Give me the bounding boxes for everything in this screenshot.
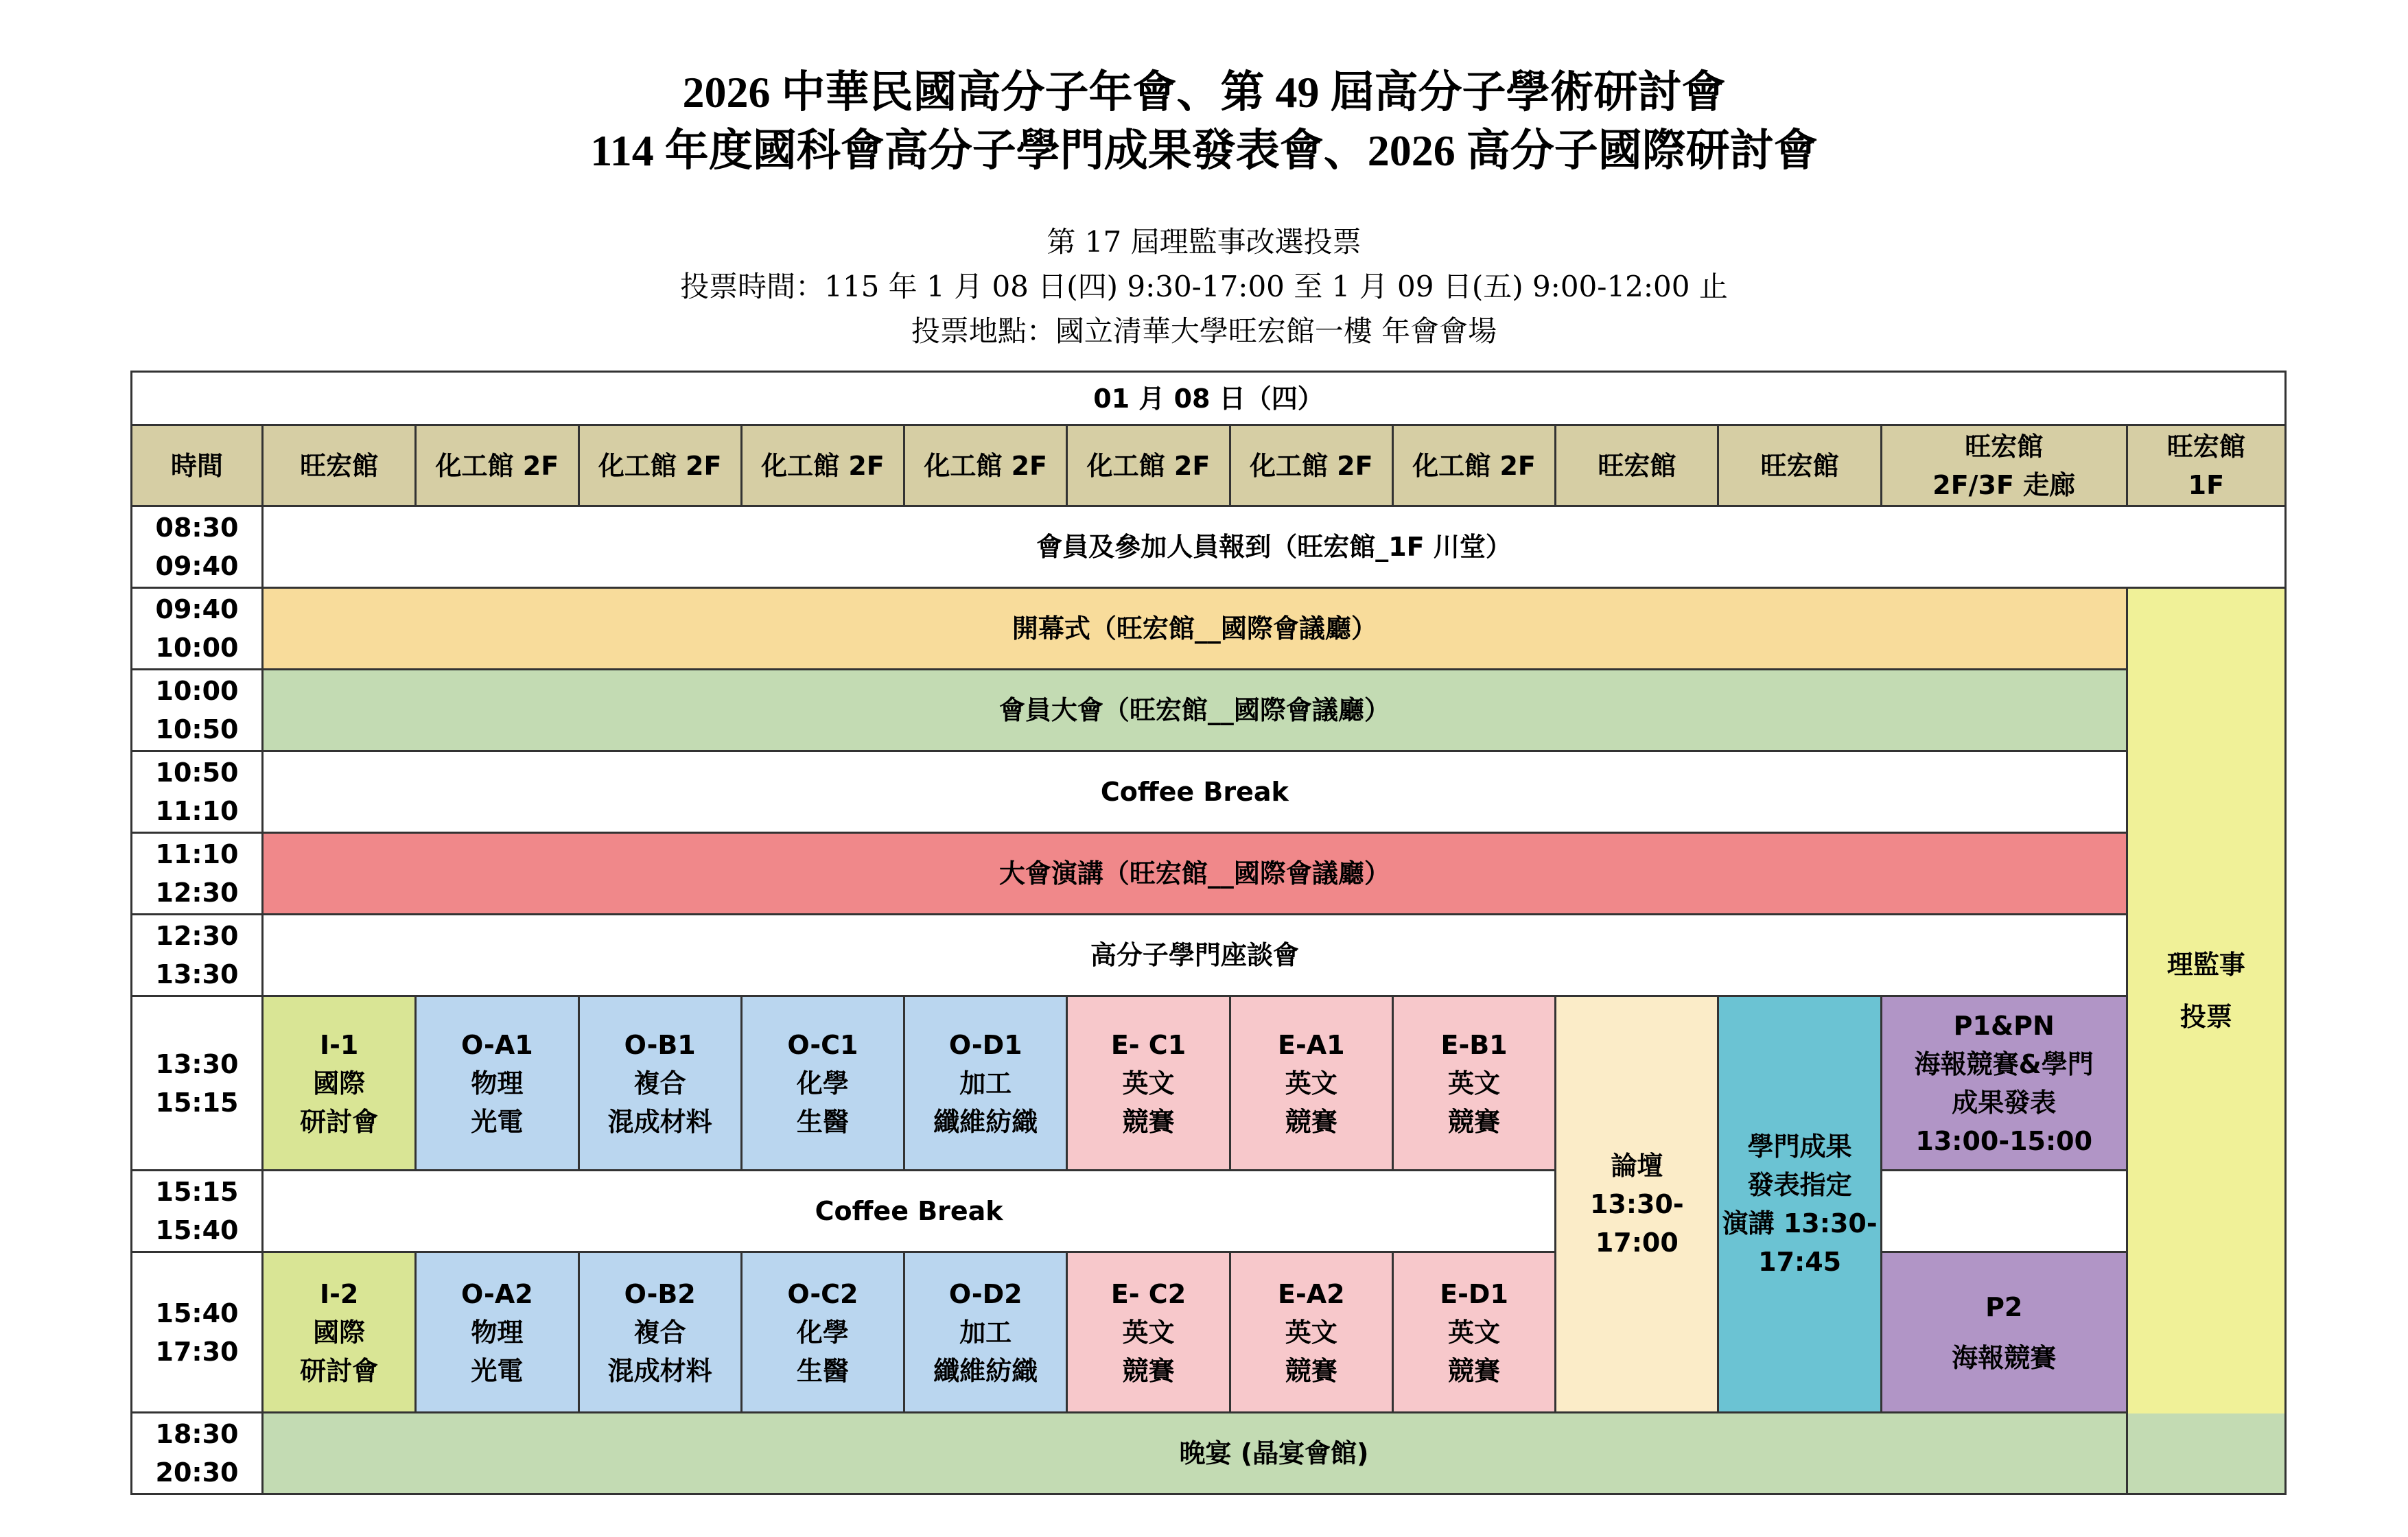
- poster-session-2-cell: P2 海報競賽: [1881, 1252, 2127, 1413]
- session-cell: I-1 國際 研討會: [263, 996, 416, 1171]
- vote-place: 投票地點：國立清華大學旺宏館一樓 年會會場: [911, 314, 1497, 348]
- time-slot: 15:15 15:40: [132, 1171, 263, 1252]
- banquet-cell: 晚宴 (晶宴會館): [263, 1413, 2286, 1494]
- col-header-venue: 化工館 2F: [904, 425, 1067, 506]
- session-cell: E-A1 英文 競賽: [1230, 996, 1392, 1171]
- schedule-table: [130, 371, 2287, 1495]
- session-cell: O-B1 複合 混成材料: [578, 996, 741, 1171]
- election-notice: 第 17 屆理監事改選投票: [1047, 225, 1361, 259]
- col-header-venue: 旺宏館: [1556, 425, 1718, 506]
- col-header-venue: 化工館 2F: [1067, 425, 1230, 506]
- title-line-2: 114 年度國科會高分子學門成果發表會、2026 高分子國際研討會: [590, 126, 1818, 175]
- col-header-venue: 旺宏館: [1718, 425, 1881, 506]
- time-slot: 15:40 17:30: [132, 1252, 263, 1413]
- coffee-break-cell: Coffee Break: [263, 1171, 1556, 1252]
- session-cell: O-D1 加工 纖維紡織: [904, 996, 1067, 1171]
- board-vote-cell: 理監事 投票: [2127, 588, 2285, 1494]
- coffee-break-cell: Coffee Break: [263, 751, 2127, 833]
- time-slot: 18:30 20:30: [132, 1413, 263, 1494]
- time-slot: 13:30 15:15: [132, 996, 263, 1171]
- session-cell: O-C2 化學 生醫: [741, 1252, 904, 1413]
- opening-ceremony-cell: 開幕式（旺宏館__國際會議廳）: [263, 588, 2127, 670]
- general-assembly-cell: 會員大會（旺宏館__國際會議廳）: [263, 670, 2127, 751]
- col-header-venue: 化工館 2F: [416, 425, 578, 506]
- forum-meeting-cell: 高分子學門座談會: [263, 915, 2127, 996]
- col-header-venue: 旺宏館: [263, 425, 416, 506]
- time-slot: 09:40 10:00: [132, 588, 263, 670]
- vote-time: 投票時間：115 年 1 月 08 日(四) 9:30-17:00 至 1 月 09 日(五) 9:00-12:00 止: [680, 270, 1728, 303]
- col-header-venue: 化工館 2F: [1230, 425, 1392, 506]
- forum-block-cell: 論壇 13:30- 17:00: [1556, 996, 1718, 1413]
- session-cell: E-B1 英文 競賽: [1392, 996, 1555, 1171]
- time-slot: 10:00 10:50: [132, 670, 263, 751]
- time-slot: 10:50 11:10: [132, 751, 263, 833]
- title-line-1: 2026 中華民國高分子年會、第 49 屆高分子學術研討會: [682, 68, 1726, 117]
- plenary-lecture-cell: 大會演講（旺宏館__國際會議廳）: [263, 833, 2127, 915]
- col-header-venue: 旺宏館 1F: [2127, 425, 2285, 506]
- session-cell: O-A2 物理 光電: [416, 1252, 578, 1413]
- empty-cell: [1881, 1171, 2127, 1252]
- session-cell: O-A1 物理 光電: [416, 996, 578, 1171]
- col-header-venue: 化工館 2F: [741, 425, 904, 506]
- col-header-time: 時間: [132, 425, 263, 506]
- session-cell: I-2 國際 研討會: [263, 1252, 416, 1413]
- session-cell: O-B2 複合 混成材料: [578, 1252, 741, 1413]
- session-cell: E-D1 英文 競賽: [1392, 1252, 1555, 1413]
- col-header-venue: 化工館 2F: [578, 425, 741, 506]
- time-slot: 08:30 09:40: [132, 506, 263, 588]
- session-cell: E-A2 英文 競賽: [1230, 1252, 1392, 1413]
- poster-session-1-cell: P1&PN 海報競賽&學門 成果發表 13:00-15:00: [1881, 996, 2127, 1171]
- session-cell: E- C2 英文 競賽: [1067, 1252, 1230, 1413]
- col-header-venue: 化工館 2F: [1392, 425, 1555, 506]
- time-slot: 12:30 13:30: [132, 915, 263, 996]
- time-slot: 11:10 12:30: [132, 833, 263, 915]
- session-cell: E- C1 英文 競賽: [1067, 996, 1230, 1171]
- col-header-venue: 旺宏館 2F/3F 走廊: [1881, 425, 2127, 506]
- session-cell: O-D2 加工 纖維紡織: [904, 1252, 1067, 1413]
- session-cell: O-C1 化學 生醫: [741, 996, 904, 1171]
- column-header-row: [132, 425, 2286, 506]
- achievement-lecture-cell: 學門成果 發表指定 演講 13:30- 17:45: [1718, 996, 1881, 1413]
- registration-cell: 會員及參加人員報到（旺宏館_1F 川堂）: [263, 506, 2286, 588]
- date-header: 01 月 08 日（四）: [132, 372, 2286, 425]
